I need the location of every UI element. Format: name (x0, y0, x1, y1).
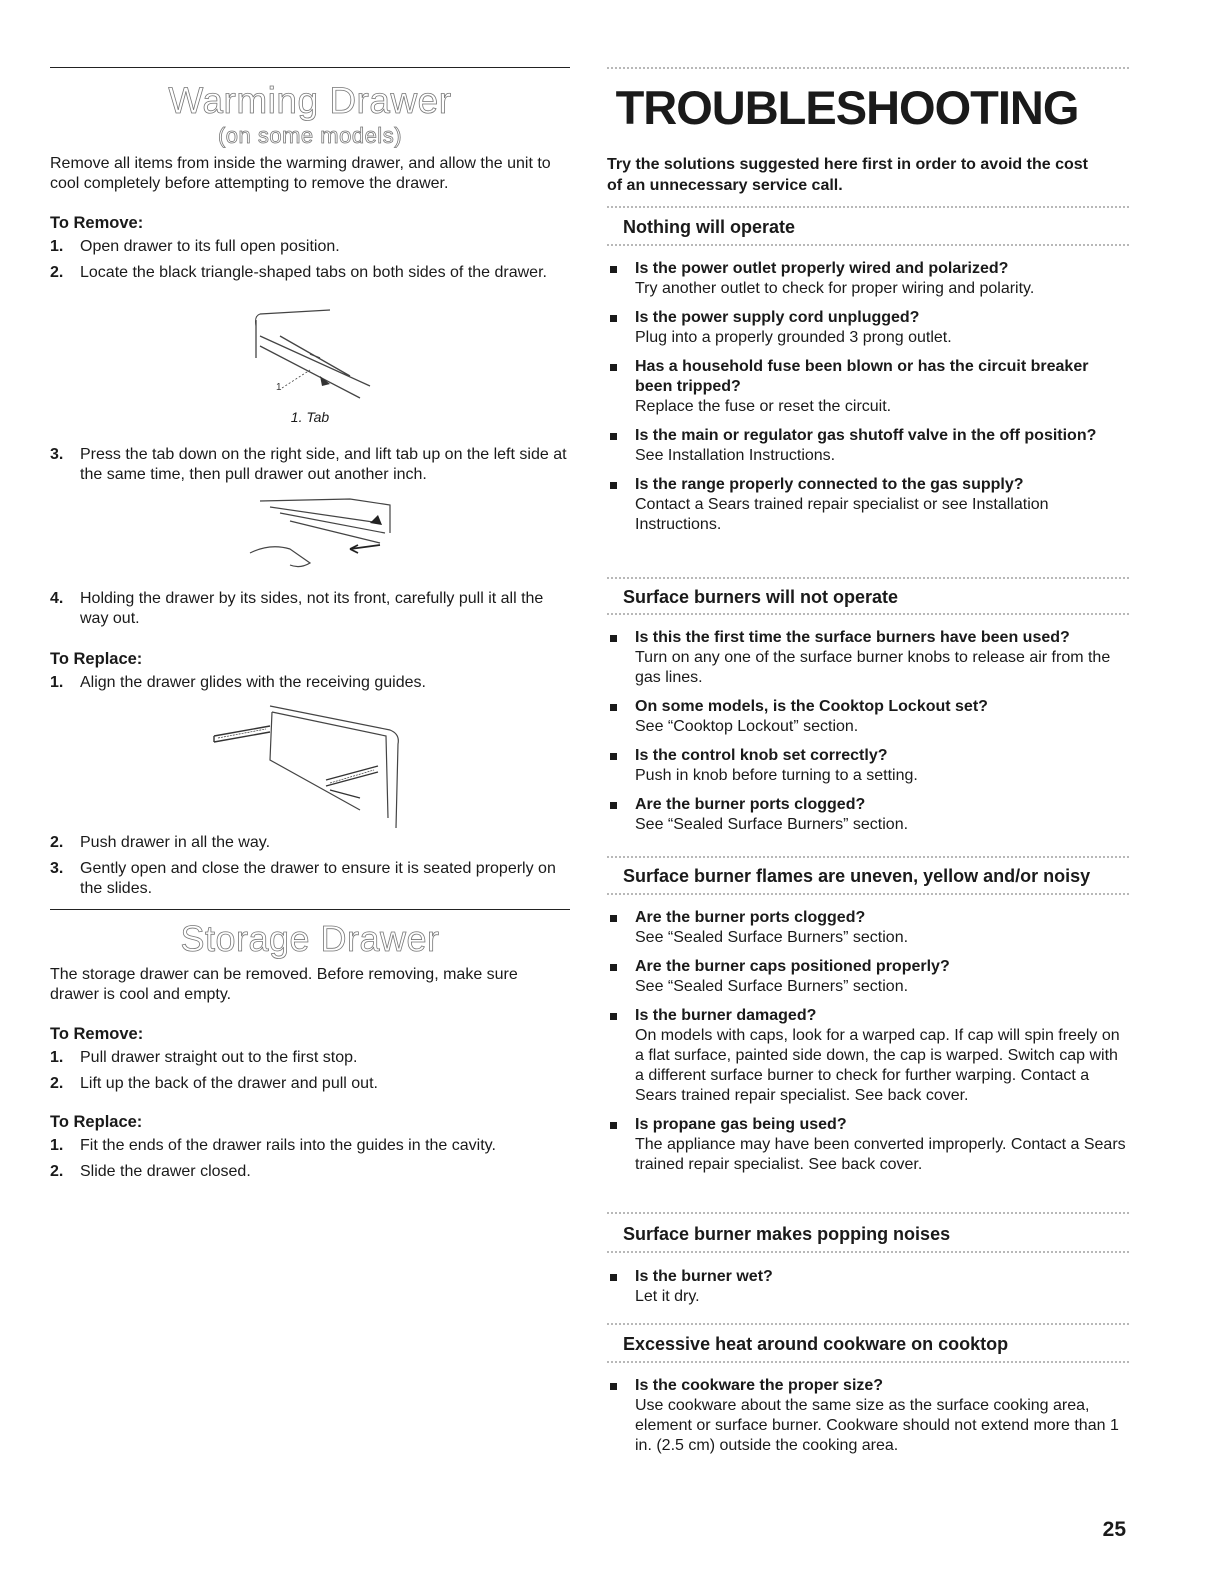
bullet-icon (610, 1274, 617, 1281)
figure-caption: 1. Tab (290, 409, 330, 425)
step-number: 2. (50, 1075, 64, 1092)
bullet-icon (610, 915, 617, 922)
warming-remove-steps-a (50, 237, 570, 283)
warming-replace-steps-b (50, 833, 570, 899)
page-number: 25 (1102, 1518, 1126, 1541)
storage-intro: The storage drawer can be removed. Before removing, make sure drawer is cool and empty. (50, 966, 518, 1003)
answer: Contact a Sears trained repair specialist or see Installation Instructions. (635, 496, 1049, 533)
list-item (607, 426, 1127, 466)
question: Is the burner damaged? (635, 1007, 817, 1024)
dotted-rule (607, 577, 1129, 579)
step-text: Fit the ends of the drawer rails into the guides in the cavity. (80, 1137, 496, 1154)
question: Are the burner ports clogged? (635, 909, 866, 926)
warming-remove-steps-c (50, 589, 570, 629)
dotted-rule (607, 1323, 1129, 1325)
storage-replace-steps (50, 1136, 570, 1182)
list-item (607, 1267, 1127, 1307)
bullet-icon (610, 315, 617, 322)
step-text: Gently open and close the drawer to ensure it is seated properly on the slides. (80, 860, 556, 897)
answer: Replace the fuse or reset the circuit. (635, 398, 892, 415)
question: Is this the first time the surface burners have been used? (635, 629, 1070, 646)
question: Are the burner caps positioned properly? (635, 958, 950, 975)
dotted-rule (607, 244, 1129, 246)
figure-callout-number: 1 (276, 382, 282, 393)
section-heading: Surface burner flames are uneven, yellow and/or noisy (623, 866, 1091, 886)
step-number: 1. (50, 674, 64, 691)
list-item (607, 746, 1127, 786)
warming-remove-heading: To Remove: (50, 214, 144, 232)
dotted-rule (607, 206, 1129, 208)
troubleshooting-intro: Try the solutions suggested here first in order to avoid the cost of an unnecessary service call. (607, 156, 1088, 194)
list-item (607, 308, 1127, 348)
list-item (607, 1006, 1127, 1106)
dotted-rule (607, 893, 1129, 895)
warming-drawer-subtitle: (on some models) (217, 123, 403, 148)
storage-remove-heading: To Remove: (50, 1025, 144, 1043)
step-text: Lift up the back of the drawer and pull out. (80, 1075, 378, 1092)
list-item (607, 259, 1127, 299)
warming-drawer-title: Warming Drawer (168, 80, 452, 121)
step-number: 1. (50, 238, 64, 255)
answer: On models with caps, look for a warped cap. If cap will spin freely on a flat surface, painted side down, the cap is warped. Switch cap with a different surface burner to check for further warping. Contact a Sears trained repair specialist. See back cover. (635, 1027, 1120, 1104)
list-item (50, 1136, 570, 1156)
list-item (607, 357, 1127, 417)
answer: See “Cooktop Lockout” section. (635, 718, 859, 735)
step-text: Press the tab down on the right side, and lift tab up on the left side at the same time, then pull drawer out another inch. (80, 446, 567, 483)
list-item (50, 589, 570, 629)
step-number: 1. (50, 1137, 64, 1154)
question: Is the power supply cord unplugged? (635, 309, 920, 326)
pull-drawer-illustration (230, 493, 400, 573)
list-item (607, 475, 1127, 535)
list-item (50, 1162, 570, 1182)
warming-remove-steps-b (50, 445, 570, 485)
dotted-rule (607, 856, 1129, 858)
answer: See “Sealed Surface Burners” section. (635, 929, 909, 946)
list-item (50, 673, 570, 693)
section-items-popping-noises (607, 1267, 1127, 1307)
bullet-icon (610, 802, 617, 809)
question: Are the burner ports clogged? (635, 796, 866, 813)
list-item (607, 795, 1127, 835)
answer: The appliance may have been converted improperly. Contact a Sears trained repair specialist. See back cover. (635, 1136, 1126, 1173)
bullet-icon (610, 266, 617, 273)
step-text: Pull drawer straight out to the first stop. (80, 1049, 358, 1066)
dotted-rule (607, 1212, 1129, 1214)
list-item (607, 908, 1127, 948)
answer: Use cookware about the same size as the surface cooking area, element or surface burner. Cookware should not extend more than 1 in. (2.5 cm) outside the cooking area. (635, 1397, 1119, 1454)
answer: See “Sealed Surface Burners” section. (635, 978, 909, 995)
bullet-icon (610, 482, 617, 489)
step-number: 1. (50, 1049, 64, 1066)
list-item (50, 859, 570, 899)
answer: Let it dry. (635, 1288, 700, 1305)
step-text: Open drawer to its full open position. (80, 238, 340, 255)
drawer-tab-illustration (250, 306, 390, 406)
step-text: Locate the black triangle-shaped tabs on both sides of the drawer. (80, 264, 547, 281)
section-rule (50, 909, 570, 910)
question: Is the control knob set correctly? (635, 747, 888, 764)
section-heading: Excessive heat around cookware on cooktop (623, 1334, 1009, 1354)
top-rule (50, 67, 570, 68)
step-text: Align the drawer glides with the receiving guides. (80, 674, 426, 691)
section-heading: Nothing will operate (623, 217, 796, 237)
warming-intro: Remove all items from inside the warming drawer, and allow the unit to cool completely before attempting to remove the drawer. (50, 155, 551, 192)
dotted-rule (607, 1251, 1129, 1253)
step-number: 2. (50, 834, 64, 851)
bullet-icon (610, 364, 617, 371)
list-item (607, 628, 1127, 688)
answer: Push in knob before turning to a setting. (635, 767, 918, 784)
bullet-icon (610, 1122, 617, 1129)
page-title: TROUBLESHOOTING (615, 81, 1079, 134)
bullet-icon (610, 704, 617, 711)
list-item (50, 263, 570, 283)
section-items-excessive-heat (607, 1376, 1127, 1456)
question: Has a household fuse been blown or has the circuit breaker been tripped? (635, 358, 1089, 395)
list-item (50, 1048, 570, 1068)
question: Is propane gas being used? (635, 1116, 847, 1133)
list-item (50, 237, 570, 257)
list-item (50, 445, 570, 485)
question: Is the range properly connected to the gas supply? (635, 476, 1024, 493)
section-heading: Surface burners will not operate (623, 587, 899, 607)
question: On some models, is the Cooktop Lockout set? (635, 698, 988, 715)
answer: See Installation Instructions. (635, 447, 836, 464)
answer: Try another outlet to check for proper wiring and polarity. (635, 280, 1035, 297)
question: Is the burner wet? (635, 1268, 773, 1285)
warming-replace-steps-a (50, 673, 570, 693)
bullet-icon (610, 635, 617, 642)
dotted-rule (607, 613, 1129, 615)
step-number: 4. (50, 590, 64, 607)
step-number: 3. (50, 446, 64, 463)
bullet-icon (610, 1013, 617, 1020)
list-item (607, 697, 1127, 737)
list-item (607, 1115, 1127, 1175)
step-number: 2. (50, 1163, 64, 1180)
section-items-flames-uneven (607, 908, 1127, 1175)
section-items-nothing-will-operate (607, 259, 1127, 535)
bullet-icon (610, 753, 617, 760)
section-heading: Surface burner makes popping noises (623, 1224, 951, 1244)
storage-drawer-title: Storage Drawer (180, 918, 440, 959)
answer: Plug into a properly grounded 3 prong outlet. (635, 329, 952, 346)
question: Is the cookware the proper size? (635, 1377, 884, 1394)
warming-replace-heading: To Replace: (50, 650, 143, 668)
answer: See “Sealed Surface Burners” section. (635, 816, 909, 833)
storage-remove-steps (50, 1048, 570, 1094)
storage-replace-heading: To Replace: (50, 1113, 143, 1131)
step-text: Slide the drawer closed. (80, 1163, 251, 1180)
bullet-icon (610, 433, 617, 440)
step-number: 2. (50, 264, 64, 281)
step-number: 3. (50, 860, 64, 877)
section-items-surface-burners (607, 628, 1127, 835)
list-item (607, 957, 1127, 997)
dotted-rule (607, 67, 1129, 69)
bullet-icon (610, 964, 617, 971)
list-item (607, 1376, 1127, 1456)
list-item (50, 1074, 570, 1094)
step-text: Holding the drawer by its sides, not its front, carefully pull it all the way out. (80, 590, 544, 627)
bullet-icon (610, 1383, 617, 1390)
dotted-rule (607, 1361, 1129, 1363)
question: Is the main or regulator gas shutoff valve in the off position? (635, 427, 1097, 444)
list-item (50, 833, 570, 853)
drawer-glides-illustration (210, 700, 410, 830)
step-text: Push drawer in all the way. (80, 834, 271, 851)
question: Is the power outlet properly wired and polarized? (635, 260, 1009, 277)
answer: Turn on any one of the surface burner knobs to release air from the gas lines. (635, 649, 1111, 686)
